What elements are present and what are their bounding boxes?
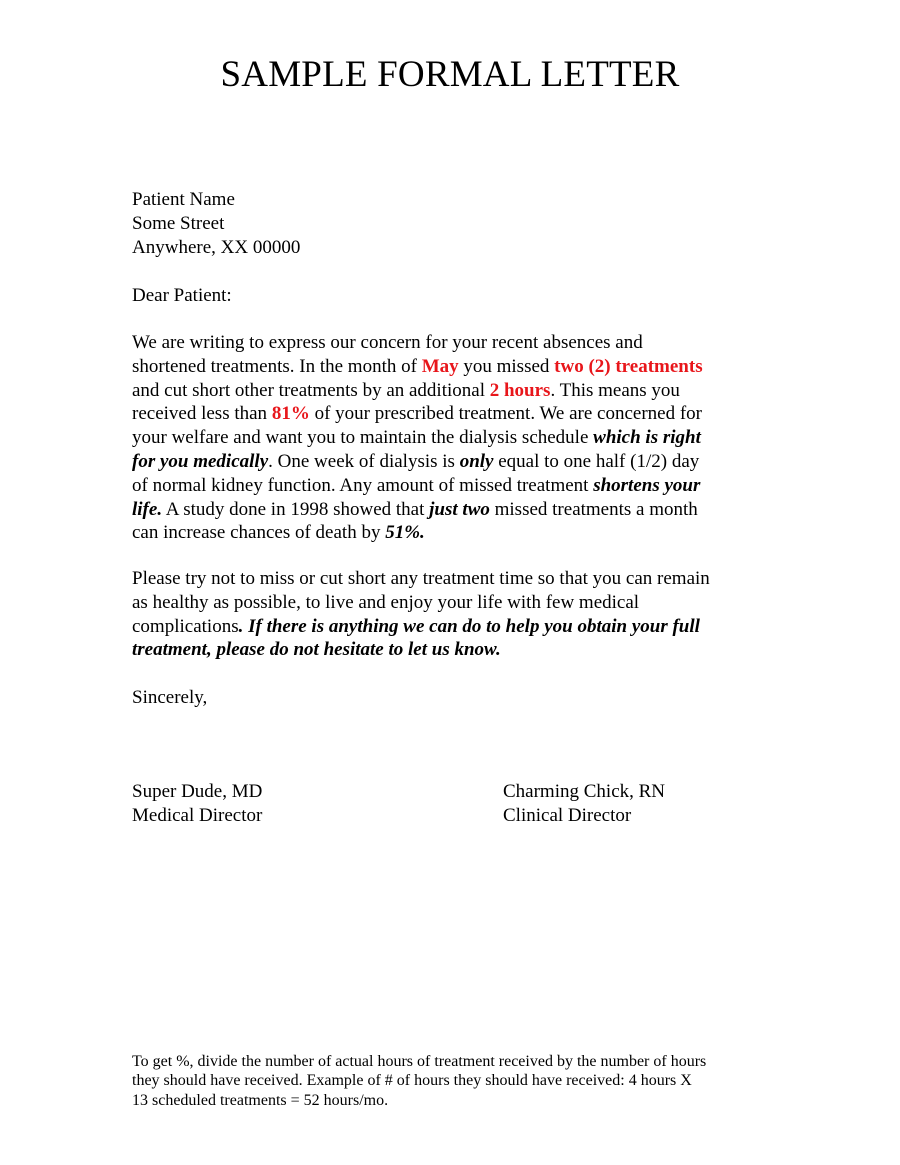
emphasis-text: only (459, 450, 494, 472)
text-segment: received less than (132, 403, 272, 425)
paragraph-line (132, 615, 772, 639)
highlight-percent: 81% (271, 403, 310, 425)
signature-block-left (132, 780, 262, 828)
text-segment: A study done in 1998 showed that (162, 498, 430, 520)
recipient-street: Some Street (132, 212, 225, 234)
text-segment: of normal kidney function. Any amount of missed treatment (132, 474, 594, 496)
paragraph-line (132, 450, 772, 474)
recipient-address (132, 188, 300, 259)
text-segment: can increase chances of death by (132, 522, 386, 544)
body-paragraph-1 (132, 331, 772, 545)
footnote-line: they should have received. Example of # of hours they should have received: 4 hours X (132, 1072, 692, 1090)
text-segment: Please try not to miss or cut short any treatment time so that you can remain (132, 568, 710, 589)
body-paragraph-2 (132, 567, 772, 662)
paragraph-line (132, 521, 772, 545)
text-segment: shortened treatments. In the month of (132, 355, 422, 377)
highlight-missed-treatments: two (2) treatments (554, 355, 703, 377)
footnote-line: To get %, divide the number of actual hours of treatment received by the number of hours (132, 1053, 707, 1070)
footnote (132, 1052, 706, 1110)
closing: Sincerely, (132, 687, 208, 708)
signature-block-right (503, 780, 665, 828)
paragraph-line (132, 426, 772, 450)
emphasis-text: . If there is anything we can do to help you obtain your full (238, 615, 700, 637)
signer-name: Charming Chick, RN (503, 781, 666, 802)
paragraph-line (132, 355, 772, 379)
paragraph-line (132, 638, 772, 662)
text-segment: of your prescribed treatment. We are concerned for (309, 403, 702, 425)
text-segment: you missed (458, 355, 555, 377)
signer-role: Clinical Director (503, 804, 632, 826)
text-segment: . One week of dialysis is (268, 450, 460, 472)
text-segment: We are writing to express our concern for your recent absences and (132, 332, 643, 353)
paragraph-line (132, 474, 772, 498)
signer-role: Medical Director (132, 804, 263, 826)
signer-name: Super Dude, MD (132, 781, 263, 802)
emphasis-text: life. (132, 498, 163, 520)
recipient-name: Patient Name (132, 189, 235, 210)
paragraph-line (132, 567, 772, 591)
highlight-hours: 2 hours (489, 379, 551, 401)
emphasis-text: which is right (593, 427, 701, 449)
text-segment: complications (132, 615, 239, 637)
text-segment: equal to one half (1/2) day (493, 450, 700, 472)
footnote-line: 13 scheduled treatments = 52 hours/mo. (132, 1091, 389, 1109)
paragraph-line (132, 591, 772, 615)
text-segment: as healthy as possible, to live and enjoy your life with few medical (132, 591, 640, 613)
emphasis-text: 51%. (385, 522, 425, 544)
emphasis-text: treatment, please do not hesitate to let us know. (132, 639, 501, 661)
recipient-city: Anywhere, XX 00000 (132, 236, 301, 258)
text-segment: . This means you (550, 379, 680, 401)
page-title: SAMPLE FORMAL LETTER (220, 54, 680, 95)
highlight-month: May (421, 355, 459, 377)
paragraph-line (132, 379, 772, 403)
emphasis-text: just two (429, 498, 490, 520)
text-segment: missed treatments a month (489, 498, 698, 520)
emphasis-text: shortens your (593, 474, 701, 496)
emphasis-text: for you medically (132, 450, 269, 472)
paragraph-line (132, 331, 772, 355)
paragraph-line (132, 402, 772, 426)
text-segment: and cut short other treatments by an additional (132, 379, 490, 401)
text-segment: your welfare and want you to maintain the dialysis schedule (132, 427, 594, 449)
paragraph-line (132, 498, 772, 522)
salutation: Dear Patient: (132, 285, 232, 306)
